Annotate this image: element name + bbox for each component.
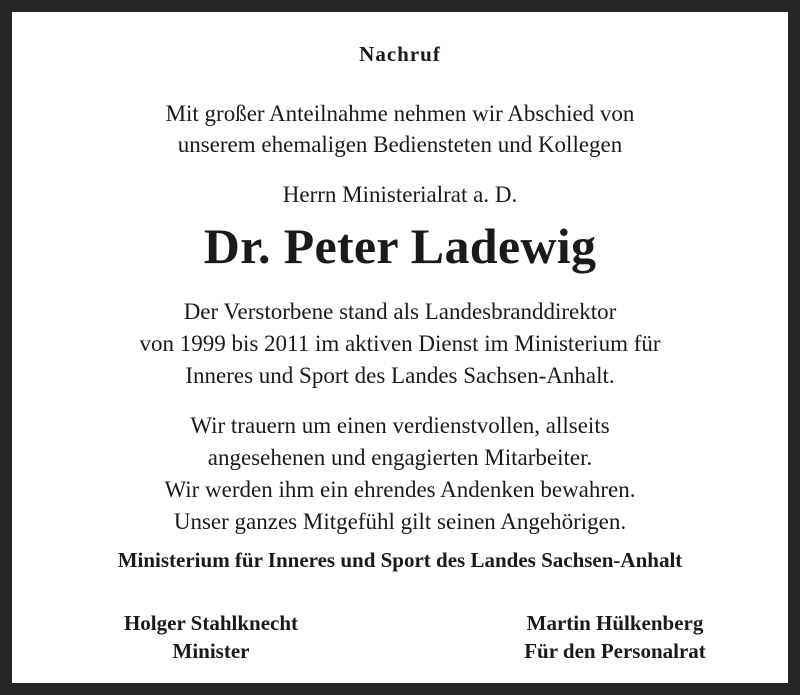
intro-line: unserem ehemaligen Bediensteten und Kollegen xyxy=(177,132,623,157)
signatory-role: Minister xyxy=(172,639,250,663)
signatory-name: Martin Hülkenberg xyxy=(526,611,704,635)
paragraph-line: Wir trauern um einen verdienstvollen, allseits xyxy=(190,413,610,438)
ministry-name: Ministerium für Inneres und Sport des Landes Sachsen-Anhalt xyxy=(117,548,683,572)
intro-line: Mit großer Anteilnahme nehmen wir Abschied von xyxy=(165,101,635,126)
deceased-name: Dr. Peter Ladewig xyxy=(203,218,597,274)
paragraph-line: Unser ganzes Mitgefühl gilt seinen Angehörigen. xyxy=(173,509,627,534)
signatory-role: Für den Personalrat xyxy=(524,639,706,663)
intro-text xyxy=(12,98,788,160)
paragraph-line: Wir werden ihm ein ehrendes Andenken bewahren. xyxy=(164,477,636,502)
paragraph-line: Inneres und Sport des Landes Sachsen-Anhalt. xyxy=(185,363,615,388)
honorific-title: Herrn Ministerialrat a. D. xyxy=(282,182,518,207)
signatory-name: Holger Stahlknecht xyxy=(123,611,299,635)
career-paragraph xyxy=(12,296,788,392)
condolence-paragraph xyxy=(12,410,788,538)
paragraph-line: Der Verstorbene stand als Landesbranddirektor xyxy=(183,299,617,324)
notice-heading: Nachruf xyxy=(359,42,441,66)
signature-minister xyxy=(86,609,336,665)
signature-staff-council xyxy=(490,609,740,665)
paragraph-line: angesehenen und engagierten Mitarbeiter. xyxy=(207,445,593,470)
paragraph-line: von 1999 bis 2011 im aktiven Dienst im Ministerium für xyxy=(139,331,661,356)
